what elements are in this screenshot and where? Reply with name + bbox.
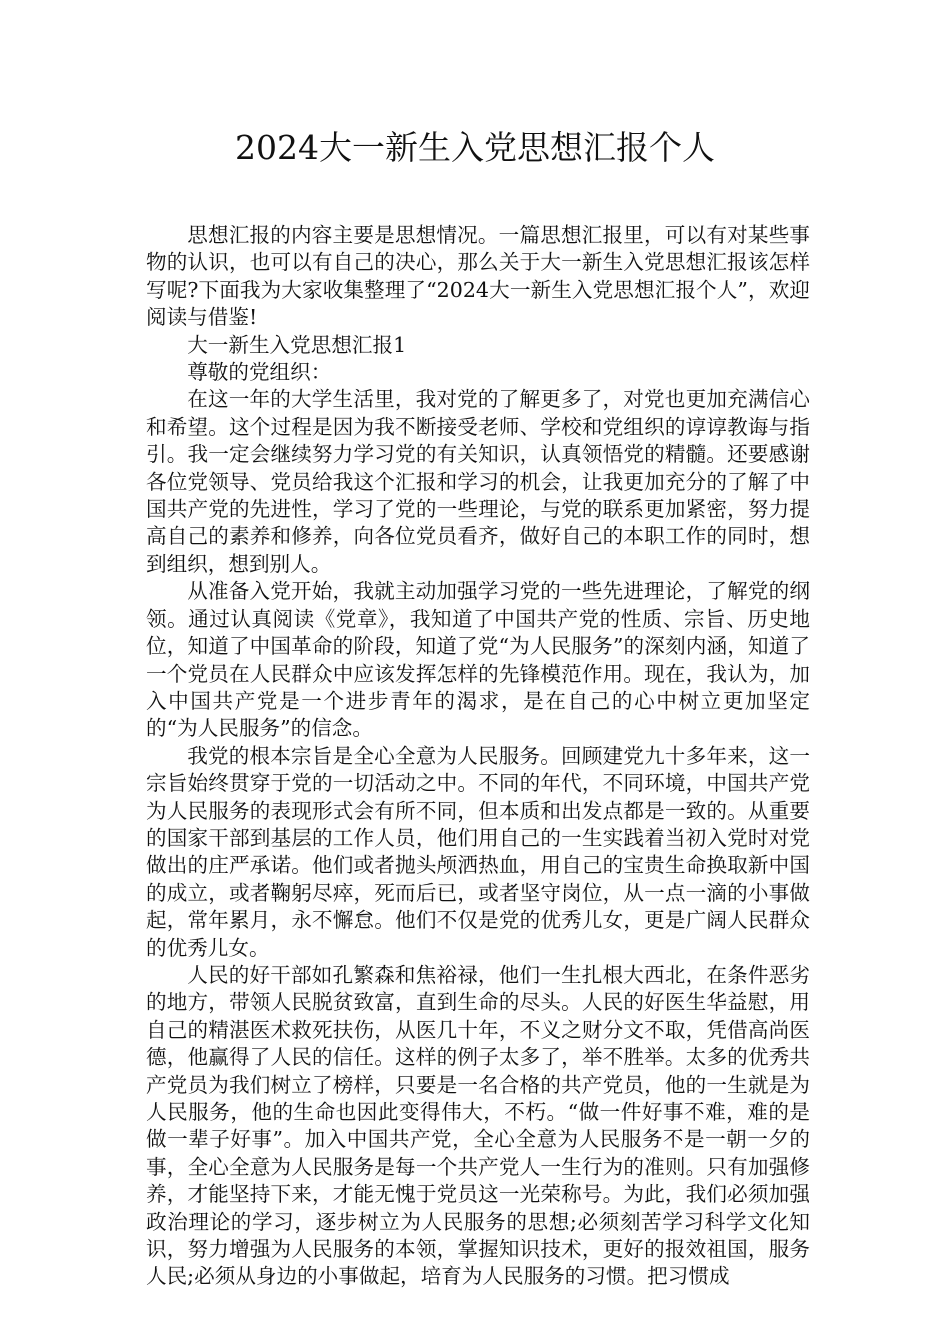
document-title: 2024大一新生入党思想汇报个人: [235, 128, 715, 167]
document-body: [146, 222, 810, 1291]
body-paragraph: 人民的好干部如孔繁森和焦裕禄，他们一生扎根大西北，在条件恶劣的地方，带领人民脱贫致富，直到生命的尽头。人民的好医生华益慰，用自己的精湛医术救死扶伤，从医几十年，不义之财分文不取，凭借高尚医德，他赢得了人民的信任。这样的例子太多了，举不胜举。太多的优秀共产党员为我们树立了榜样，只要是一名合格的共产党员，他的一生就是为人民服务，他的生命也因此变得伟大，不朽。“做一件好事不难，难的是做一辈子好事”。加入中国共产党，全心全意为人民服务不是一朝一夕的事，全心全意为人民服务是每一个共产党人一生行为的准则。只有加强修养，才能坚持下来，才能无愧于党员这一光荣称号。为此，我们必须加强政治理论的学习，逐步树立为人民服务的思想;必须刻苦学习科学文化知识，努力增强为人民服务的本领，掌握知识技术，更好的报效祖国，服务人民;必须从身边的小事做起，培育为人民服务的习惯。把习惯成: [146, 962, 810, 1289]
body-paragraph: 在这一年的大学生活里，我对党的了解更多了，对党也更加充满信心和希望。这个过程是因为我不断接受老师、学校和党组织的谆谆教诲与指引。我一定会继续努力学习党的有关知识，认真领悟党的精髓。还要感谢各位党领导、党员给我这个汇报和学习的机会，让我更加充分的了解了中国共产党的先进性，学习了党的一些理论，与党的联系更加紧密，努力提高自己的素养和修养，向各位党员看齐，做好自己的本职工作的同时，想到组织，想到别人。: [146, 387, 810, 576]
section-heading: 大一新生入党思想汇报1: [187, 332, 407, 357]
body-paragraph: 我党的根本宗旨是全心全意为人民服务。回顾建党九十多年来，这一宗旨始终贯穿于党的一切活动之中。不同的年代，不同环境，中国共产党为人民服务的表现形式会有所不同，但本质和出发点都是一致的。从重要的国家干部到基层的工作人员，他们用自己的一生实践着当初入党时对党做出的庄严承诺。他们或者抛头颅洒热血，用自己的宝贵生命换取新中国的成立，或者鞠躬尽瘁，死而后已，或者坚守岗位，从一点一滴的小事做起，常年累月，永不懈怠。他们不仅是党的优秀儿女，更是广阔人民群众的优秀儿女。: [146, 743, 810, 960]
intro-paragraph: 思想汇报的内容主要是思想情况。一篇思想汇报里，可以有对某些事物的认识，也可以有自己的决心，那么关于大一新生入党思想汇报该怎样写呢?下面我为大家收集整理了“2024大一新生入党思想汇报个人”，欢迎阅读与借鉴!: [146, 223, 810, 330]
salutation: 尊敬的党组织：: [187, 360, 332, 385]
body-paragraph: 从准备入党开始，我就主动加强学习党的一些先进理论，了解党的纲领。通过认真阅读《党章》，我知道了中国共产党的性质、宗旨、历史地位，知道了中国革命的阶段，知道了党“为人民服务”的深刻内涵，知道了一个党员在人民群众中应该发挥怎样的先锋模范作用。现在，我认为，加入中国共产党是一个进步青年的渴求，是在自己的心中树立更加坚定的“为人民服务”的信念。: [146, 579, 810, 741]
